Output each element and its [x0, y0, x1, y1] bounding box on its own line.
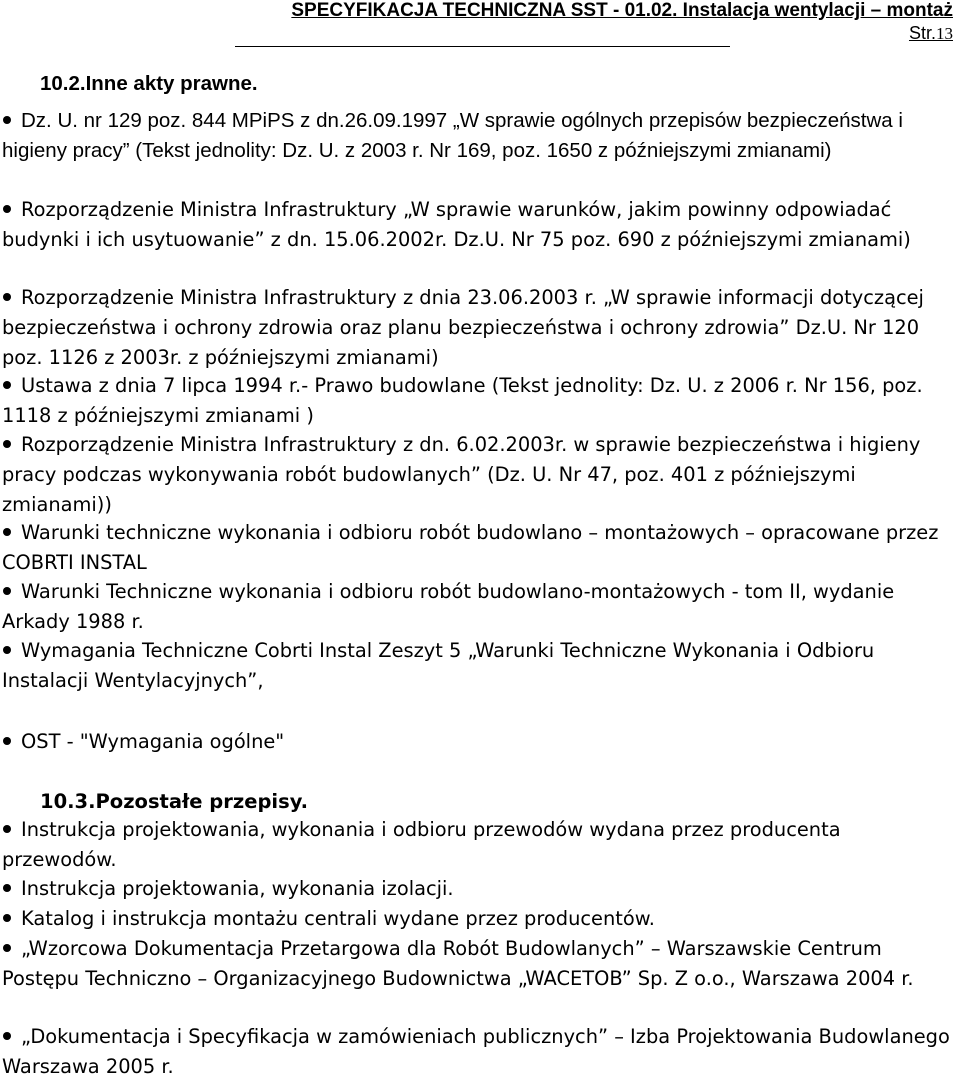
page-number [203, 22, 953, 45]
list-item-text: Rozporządzenie Ministra Infrastruktury z dnia 23.06.2003 r. „W sprawie informacji dotyczącej bezpieczeństwa i ochrony zdrowia oraz planu bezpieczeństwa i ochrony zdrowia” Dz.U. Nr 120 poz. 1126 z 2003r. z późniejszymi zmianami) [2, 286, 924, 369]
list-item-text: Ustawa z dnia 7 lipca 1994 r.- Prawo budowlane (Tekst jednolity: Dz. U. z 2006 r. Nr 156, poz. 1118 z późniejszymi zmianami ) [2, 374, 923, 427]
list-item [2, 874, 958, 904]
list-item [2, 518, 958, 578]
list-item-text: OST - "Wymagania ogólne" [21, 730, 285, 753]
list-item-text: Instrukcja projektowania, wykonania i odbioru przewodów wydana przez producenta przewodów. [2, 818, 841, 871]
header-rule [235, 46, 730, 47]
list-item [2, 815, 958, 875]
list-item [2, 636, 958, 696]
page-header [203, 0, 953, 45]
list-item-text: Rozporządzenie Ministra Infrastruktury „W sprawie warunków, jakim powinny odpowiadać budynki i ich usytuowanie” z dn. 15.06.2002r. Dz.U. Nr 75 poz. 690 z późniejszymi zmianami) [2, 198, 911, 251]
list-item [2, 371, 958, 431]
list-item [2, 934, 958, 994]
document-title: SPECYFIKACJA TECHNICZNA SST - 01.02. Instalacja wentylacji – montaż [291, 0, 953, 21]
bullet-icon [2, 934, 21, 964]
bullet-icon [2, 106, 21, 136]
list-item-text: „Dokumentacja i Specyfikacja w zamówieniach publicznych” – Izba Projektowania Budowlanego Warszawa 2005 r. [2, 1025, 950, 1078]
list-item-text: Dz. U. nr 129 poz. 844 MPiPS z dn.26.09.1997 „W sprawie ogólnych przepisów bezpieczeństwa i higieny pracy” (Tekst jednolity: Dz. U. z 2003 r. Nr 169, poz. 1650 z późniejszymi zmianami) [2, 109, 903, 162]
list-item [2, 430, 958, 519]
section-heading-10-2: 10.2.Inne akty prawne. [40, 72, 258, 95]
list-item-text: Wymagania Techniczne Cobrti Instal Zeszyt 5 „Warunki Techniczne Wykonania i Odbioru Instalacji Wentylacyjnych”, [2, 639, 875, 692]
list-item [2, 904, 958, 934]
list-item [2, 195, 958, 255]
list-item [2, 727, 958, 757]
list-item-text: Rozporządzenie Ministra Infrastruktury z dn. 6.02.2003r. w sprawie bezpieczeństwa i higieny pracy podczas wykonywania robót budowlanych” (Dz. U. Nr 47, poz. 401 z późniejszymi zmianami)) [2, 433, 921, 516]
list-item-text: „Wzorcowa Dokumentacja Przetargowa dla Robót Budowlanych” – Warszawskie Centrum Postępu Techniczno – Organizacyjnego Budownictwa „WACETOB” Sp. Z o.o., Warszawa 2004 r. [2, 937, 914, 990]
page-prefix: Str. [908, 23, 936, 43]
list-item [2, 106, 958, 166]
bullet-icon [2, 371, 21, 401]
list-item [2, 1022, 958, 1082]
list-item-text: Warunki Techniczne wykonania i odbioru robót budowlano-montażowych - tom II, wydanie Arkady 1988 r. [2, 580, 895, 633]
bullet-icon [2, 636, 21, 666]
bullet-icon [2, 815, 21, 845]
list-item [2, 283, 958, 372]
list-item-text: Instrukcja projektowania, wykonania izolacji. [21, 877, 454, 900]
list-item-text: Katalog i instrukcja montażu centrali wydane przez producentów. [21, 907, 655, 930]
bullet-icon [2, 518, 21, 548]
bullet-icon [2, 283, 21, 313]
section-heading-10-3: 10.3.Pozostałe przepisy. [40, 790, 309, 813]
bullet-icon [2, 1022, 21, 1052]
bullet-icon [2, 430, 21, 460]
bullet-icon [2, 195, 21, 225]
list-item [2, 577, 958, 637]
page-number-value: 13 [936, 24, 953, 43]
bullet-icon [2, 874, 21, 904]
list-item-text: Warunki techniczne wykonania i odbioru robót budowlano – montażowych – opracowane przez COBRTI INSTAL [2, 521, 939, 574]
bullet-icon [2, 727, 21, 757]
bullet-icon [2, 904, 21, 934]
bullet-icon [2, 577, 21, 607]
